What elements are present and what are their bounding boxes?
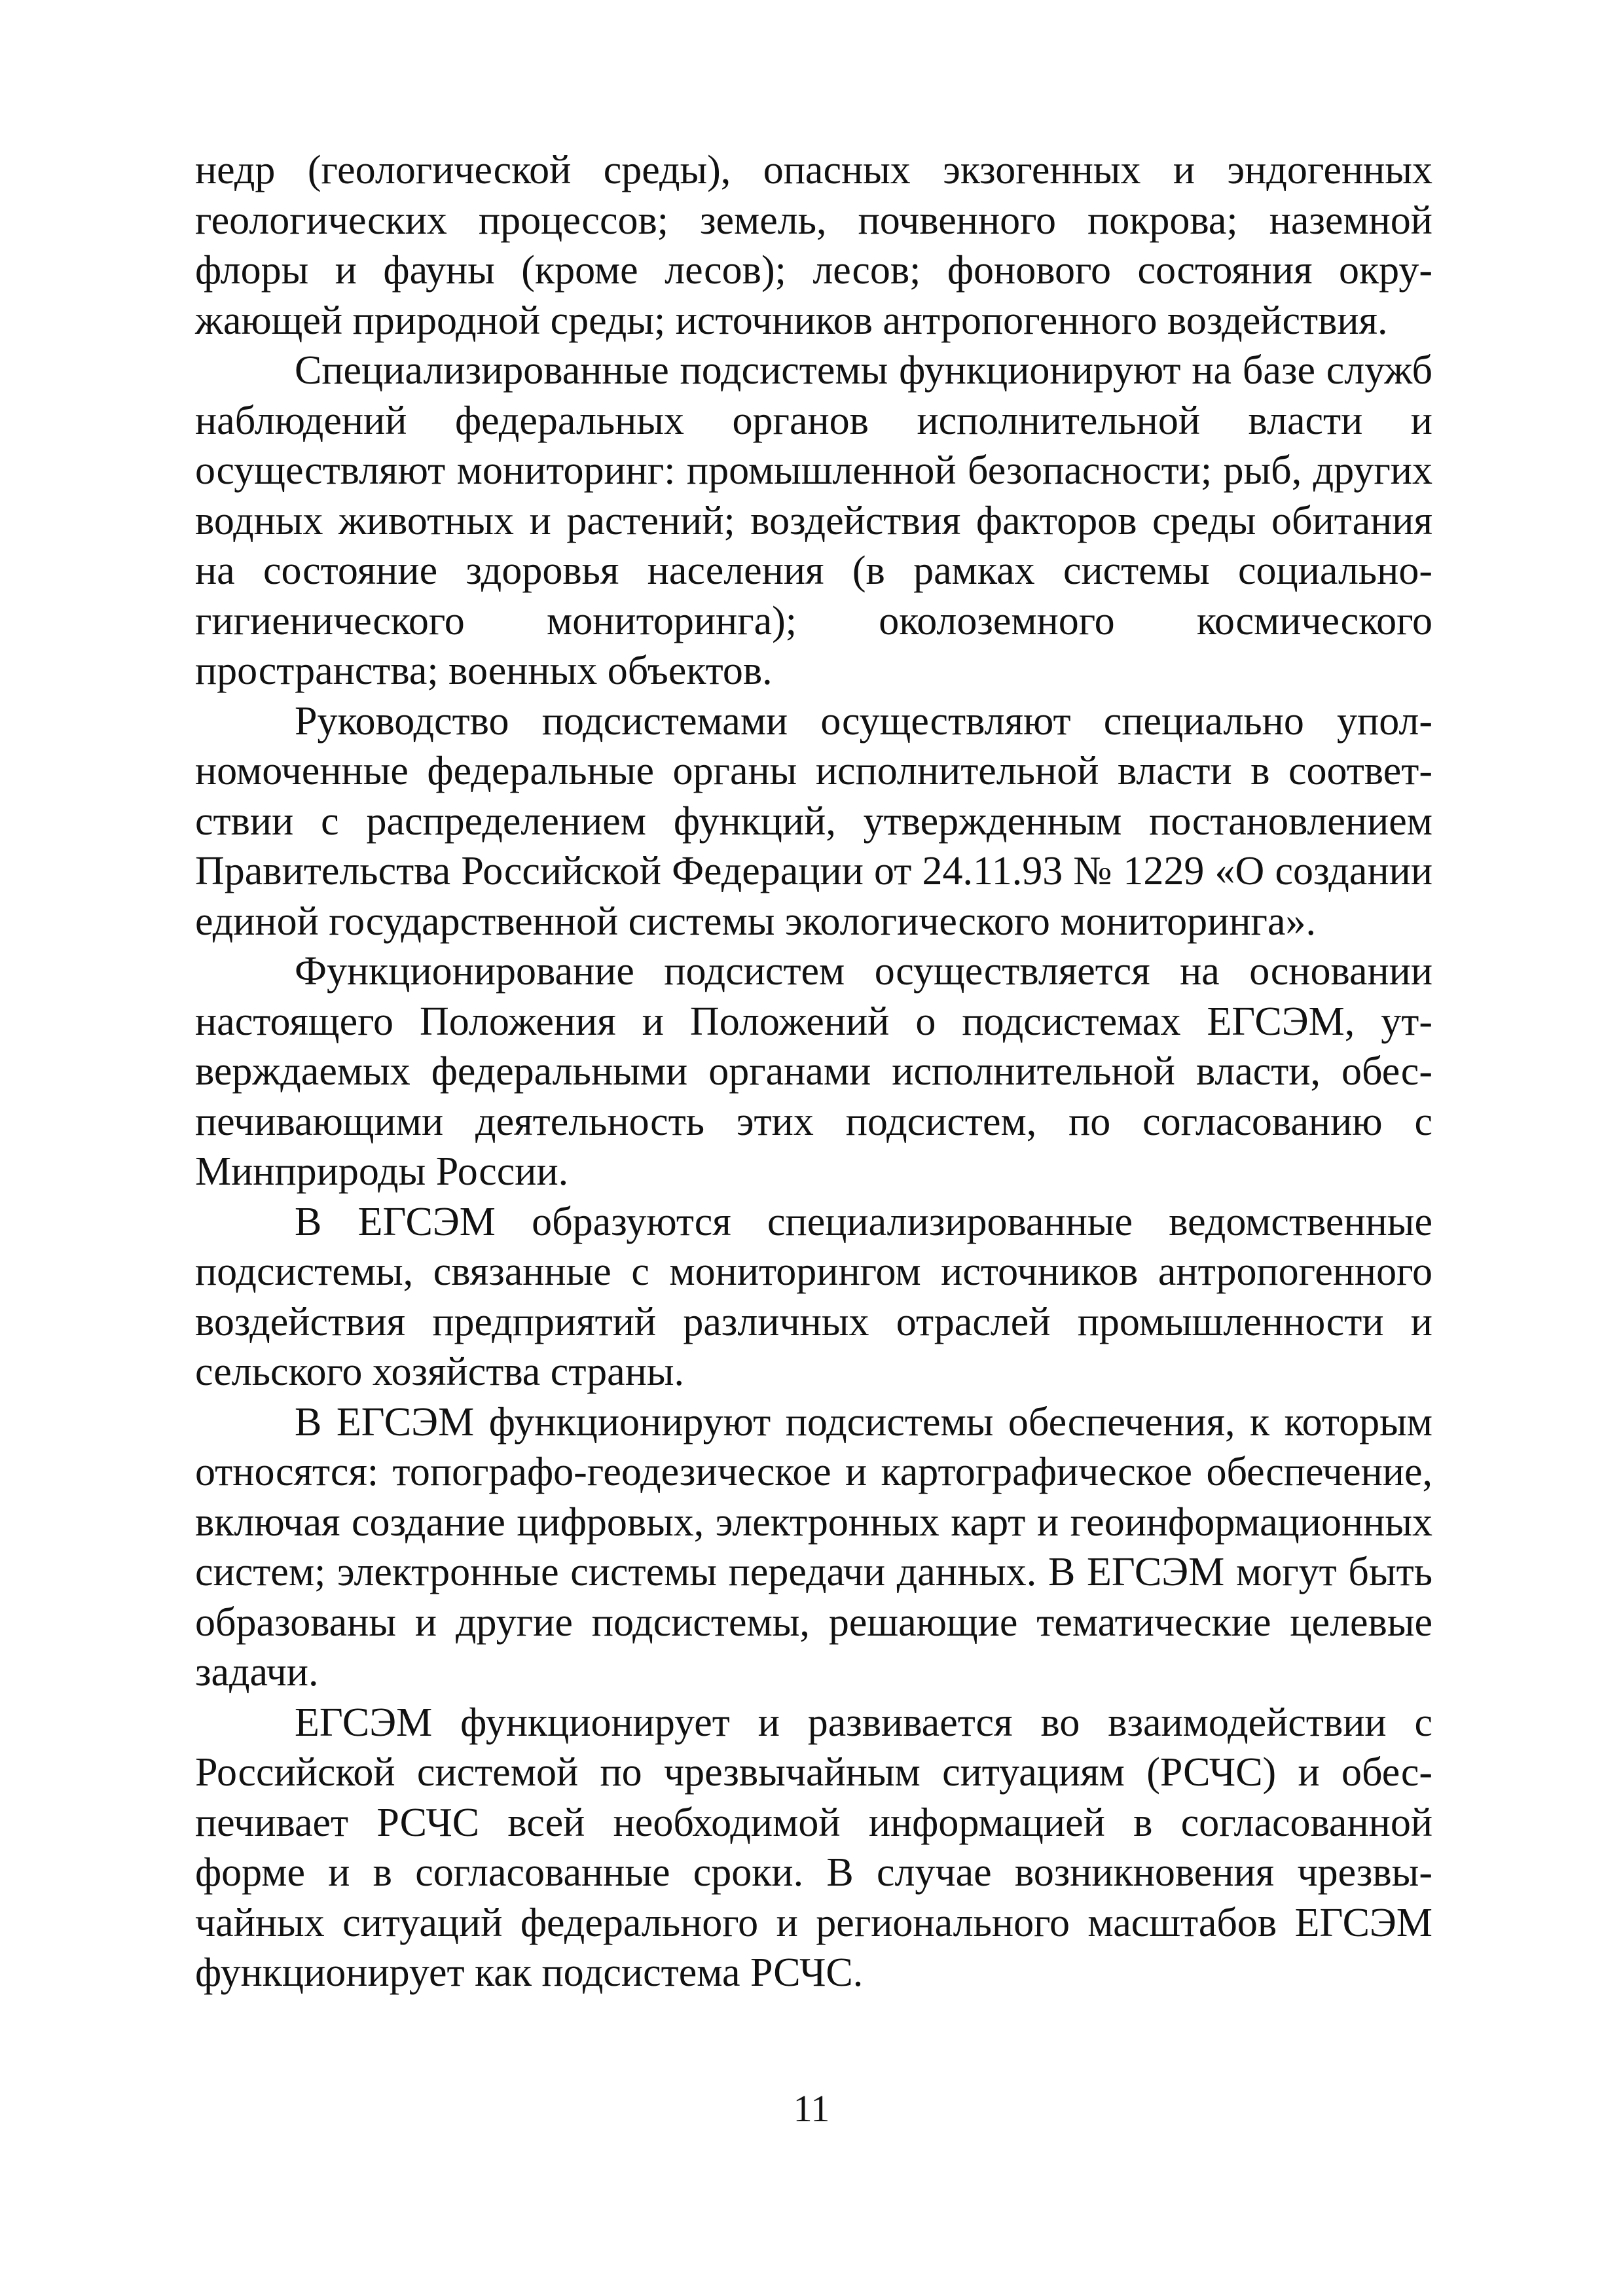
body-text bbox=[195, 145, 1432, 1998]
paragraph-subsystem-management: Руководство подсистемами осуществляют специально уполномоченные федеральные органы исполнительной власти в соответствии с распределением функций, утвержденным постановлением Правительства Российской Федерации от 24.11.93 № 1229 «О создании единой государственной системы экологического мониторинга». bbox=[195, 698, 1432, 944]
paragraph-specialized-subsystems: Специализированные подсистемы функционируют на базе служб наблюдений федеральных органов исполнительной власти и осуществляют мониторинг: промышленной безопасности; рыб, других водных животных и растений; воздействия факторов среды обитания на состояние здоровья населения (в рамках системы социально-гигиенического мониторинга); околоземного космического пространства; военных объектов. bbox=[195, 348, 1432, 693]
paragraph-support-subsystems: В ЕГСЭМ функционируют подсистемы обеспечения, к которым относятся: топографо-геодезическое и картографическое обеспечение, включая создание цифровых, электронных карт и геоинформационных систем; электронные системы передачи данных. В ЕГСЭМ могут быть образованы и другие подсистемы, решающие тематические целевые задачи. bbox=[195, 1399, 1432, 1695]
paragraph-continuation: недр (геологической среды), опасных экзогенных и эндогенных геологических процессов; земель, почвенного покрова; наземной флоры и фауны (кроме лесов); лесов; фонового состояния окружающей природной среды; источников антропогенного воздействия. bbox=[195, 148, 1432, 343]
paragraph-subsystem-functioning: Функционирование подсистем осуществляется на основании настоящего Положения и Положений о подсистемах ЕГСЭМ, утверждаемых федеральными органами исполнительной власти, обеспечивающими деятельность этих подсистем, по согласованию с Минприроды России. bbox=[195, 949, 1432, 1194]
paragraph-departmental-subsystems: В ЕГСЭМ образуются специализированные ведомственные подсистемы, связанные с мониторингом источников антропогенного воздействия предприятий различных отраслей промышленности и сельского хозяйства страны. bbox=[195, 1199, 1432, 1394]
paragraph-rschs-interaction: ЕГСЭМ функционирует и развивается во взаимодействии с Российской системой по чрезвычайным ситуациям (РСЧС) и обеспечивает РСЧС всей необходимой информацией в согласованной форме и в согласованные сроки. В случае возникновения чрезвычайных ситуаций федерального и регионального масштабов ЕГСЭМ функционирует как подсистема РСЧС. bbox=[195, 1700, 1432, 1995]
page-number: 11 bbox=[793, 2087, 830, 2130]
